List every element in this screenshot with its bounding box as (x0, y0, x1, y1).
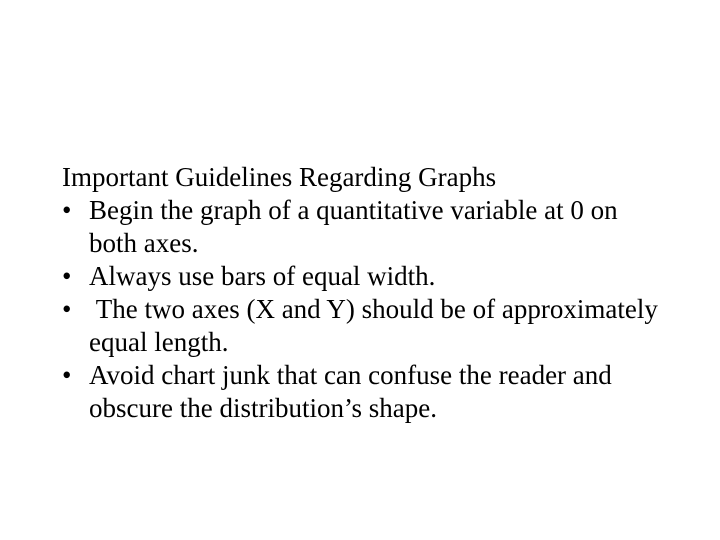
bullet-text: Begin the graph of a quantitative variable at 0 on both axes. (89, 195, 618, 258)
bullet-list (62, 194, 682, 425)
bullet-icon: • (62, 261, 72, 291)
bullet-text: The two axes (X and Y) should be of approximately equal length. (89, 294, 665, 357)
bullet-item-begin-at-zero (62, 194, 664, 260)
bullet-item-avoid-chart-junk (62, 359, 664, 425)
bullet-item-equal-axes (62, 293, 664, 359)
bullet-icon: • (62, 360, 72, 390)
bullet-text: Avoid chart junk that can confuse the reader and obscure the distribution’s shape. (89, 360, 612, 423)
bullet-icon: • (62, 294, 72, 324)
bullet-item-equal-width-bars (62, 260, 664, 293)
bullet-text: Always use bars of equal width. (89, 261, 436, 291)
slide-heading: Important Guidelines Regarding Graphs (62, 162, 497, 192)
slide-content (62, 161, 682, 425)
bullet-icon: • (62, 195, 72, 225)
